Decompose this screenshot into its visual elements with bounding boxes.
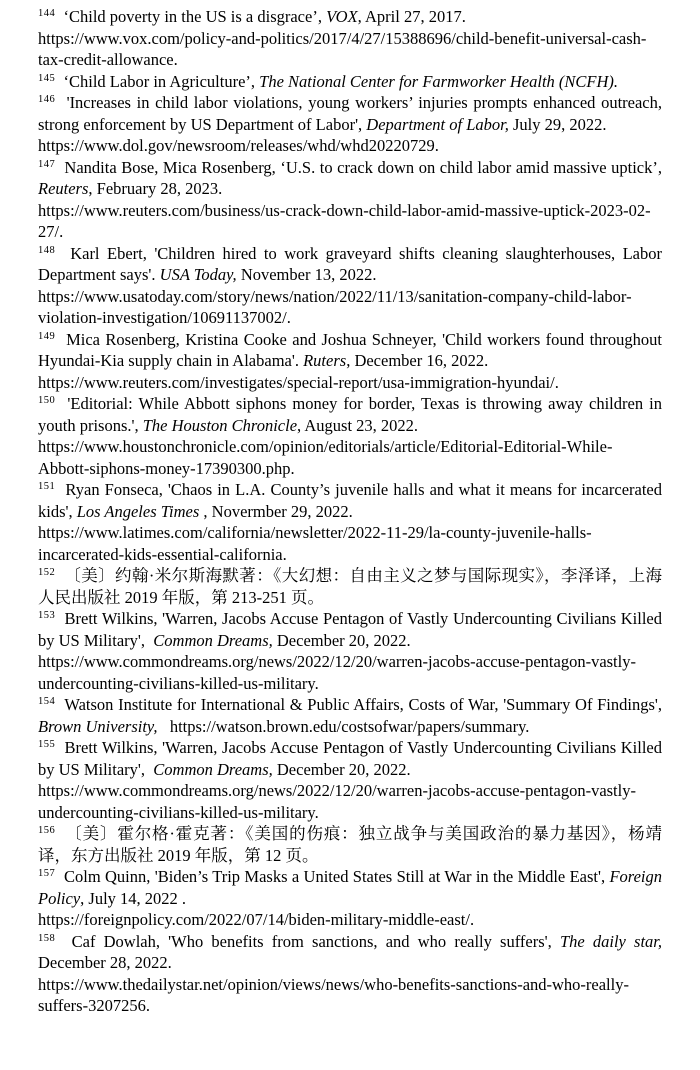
citation-text: November 13, 2022. [236, 265, 377, 284]
citation-text: Colm Quinn, 'Biden’s Trip Masks a United States Still at War in the Middle East', [63, 867, 610, 886]
footnote-text [38, 866, 667, 909]
footnote-153 [38, 608, 667, 694]
citation-text: Brett Wilkins, 'Warren, Jacobs Accuse Pentagon of Vastly Undercounting Civilians Killed by US Military', [38, 738, 667, 779]
footnote-148 [38, 243, 667, 329]
footnote-number: 158 [38, 932, 56, 944]
footnote-text [38, 393, 667, 436]
citation-text: Mica Rosenberg, Kristina Cooke and Joshua Schneyer, 'Child workers found throughout Hyundai-Kia supply chain in Alabama'. [38, 329, 667, 370]
footnote-number: 148 [38, 244, 56, 256]
footnote-number: 151 [38, 481, 56, 492]
citation-text: 〔美〕约翰·米尔斯海默著：《大幻想：自由主义之梦与国际现实》，李泽译，上海人民出版社 2019 年版，第 213-251 页。 [38, 566, 663, 607]
footnote-text [38, 71, 662, 93]
footnote-url: https://www.houstonchronicle.com/opinion/editorials/article/Editorial-Editorial-While-Abbott-siphons-money-17390300.php. [38, 437, 613, 478]
citation-text: Brett Wilkins, 'Warren, Jacobs Accuse Pentagon of Vastly Undercounting Civilians Killed by US Military', [38, 609, 667, 650]
source-title: Common Dreams, [153, 630, 273, 650]
source-title: The Houston Chronicle [142, 415, 298, 435]
footnote-url: https://www.usatoday.com/story/news/nation/2022/11/13/sanitation-company-child-labor-violation-investigation/10691137002/. [38, 286, 632, 327]
footnote-text [38, 243, 667, 286]
footnote-158 [38, 931, 667, 1017]
source-title: Brown University, [38, 716, 158, 736]
footnote-number: 152 [38, 567, 56, 578]
citation-text: 〔美〕霍尔格·霍克著：《美国的伤痕：独立战争与美国政治的暴力基因》，杨靖译，东方出版社 2019 年版，第 12 页。 [38, 824, 662, 865]
footnote-154 [38, 694, 667, 737]
footnote-text [38, 823, 662, 866]
footnote-156 [38, 823, 662, 866]
footnote-146 [38, 92, 667, 157]
footnote-number: 149 [38, 330, 56, 342]
footnote-url: https://www.reuters.com/business/us-crack-down-child-labor-amid-massive-uptick-2023-02-27/. [38, 200, 651, 241]
footnote-number: 153 [38, 610, 56, 621]
footnote-text [38, 157, 667, 200]
footnote-number: 145 [38, 72, 56, 84]
footnote-number: 157 [38, 868, 56, 879]
citation-text: , February 28, 2023. [88, 179, 223, 198]
footnote-144 [38, 6, 662, 71]
footnote-text [38, 694, 667, 737]
footnote-text [38, 608, 667, 651]
citation-text: , April 27, 2017. [357, 7, 466, 26]
footnote-text [38, 479, 667, 522]
citation-text: , August 23, 2022. [297, 415, 419, 435]
footnote-155 [38, 737, 667, 823]
footnote-url: https://www.commondreams.org/news/2022/12/20/warren-jacobs-accuse-pentagon-vastly-undercounting-civilians-killed-us-military. [38, 652, 636, 693]
citation-text: , Novermber 29, 2022. [203, 501, 353, 521]
footnote-url: https://foreignpolicy.com/2022/07/14/biden-military-middle-east/. [38, 910, 475, 929]
citation-text: Nandita Bose, Mica Rosenberg, ‘U.S. to crack down on child labor amid massive uptick’, [64, 157, 667, 177]
source-title: Ruters [303, 351, 347, 370]
footnote-list [38, 6, 667, 1017]
citation-text: July 29, 2022. [508, 114, 607, 134]
citation-text: Watson Institute for International & Public Affairs, Costs of War, 'Summary Of Findings', [64, 695, 667, 714]
footnote-157 [38, 866, 667, 931]
citation-text: December 28, 2022. [38, 931, 667, 972]
footnote-text [38, 565, 662, 608]
footnote-url: https://www.commondreams.org/news/2022/12/20/warren-jacobs-accuse-pentagon-vastly-undercounting-civilians-killed-us-military. [38, 781, 636, 822]
citation-text: ‘Child Labor in Agriculture’, [63, 71, 260, 91]
footnote-text [38, 737, 667, 780]
citation-text: ‘Child poverty in the US is a disgrace’, [63, 7, 327, 26]
citation-text: Caf Dowlah, 'Who benefits from sanctions, and who really suffers', [71, 931, 560, 951]
footnote-number: 150 [38, 395, 56, 406]
footnote-number: 147 [38, 158, 56, 170]
footnote-150 [38, 393, 667, 479]
footnote-number: 154 [38, 696, 56, 707]
footnote-text [38, 931, 667, 974]
footnote-number: 155 [38, 739, 56, 750]
footnote-url: https://www.latimes.com/california/newsletter/2022-11-29/la-county-juvenile-halls-incarcerated-kids-essential-california. [38, 523, 592, 564]
footnote-151 [38, 479, 667, 565]
source-title: Department of Labor, [366, 114, 509, 134]
footnote-url: https://www.reuters.com/investigates/special-report/usa-immigration-hyundai/. [38, 372, 559, 392]
source-title: VOX [326, 7, 358, 26]
citation-text: 'Increases in child labor violations, young workers’ injuries prompts enhanced outreach, strong enforcement by US Department of Labor', [38, 93, 667, 134]
footnote-url: https://www.thedailystar.net/opinion/views/news/who-benefits-sanctions-and-who-really-suffers-3207256. [38, 974, 629, 1015]
source-title: Foreign Policy [38, 867, 667, 908]
citation-text: December 20, 2022. [272, 759, 411, 779]
footnote-url: https://www.vox.com/policy-and-politics/2017/4/27/15388696/child-benefit-universal-cash-tax-credit-allowance. [38, 28, 647, 69]
footnote-number: 156 [38, 825, 56, 836]
source-title: The National Center for Farmworker Health (NCFH). [259, 71, 619, 91]
footnote-text [38, 329, 667, 372]
footnote-149 [38, 329, 667, 394]
footnote-152 [38, 565, 662, 608]
citation-text: 'Editorial: While Abbott siphons money for border, Texas is throwing away children in youth prisons.', [38, 394, 667, 435]
citation-text: December 20, 2022. [272, 630, 411, 650]
footnote-number: 146 [38, 94, 56, 105]
citation-text: https://watson.brown.edu/costsofwar/papers/summary. [157, 716, 530, 736]
source-title: Reuters [38, 179, 89, 198]
citation-text: Karl Ebert, 'Children hired to work graveyard shifts cleaning slaughterhouses, Labor Department says'. [38, 243, 667, 284]
citation-text: , December 16, 2022. [346, 351, 489, 370]
source-title: The daily star, [559, 931, 663, 951]
citation-text: Ryan Fonseca, 'Chaos in L.A. County’s juvenile halls and what it means for incarcerated kids', [38, 480, 667, 521]
source-title: Common Dreams, [153, 759, 273, 779]
footnote-text [38, 92, 667, 135]
footnote-number: 144 [38, 8, 56, 19]
footnote-text [38, 6, 662, 28]
footnote-147 [38, 157, 667, 243]
source-title: USA Today, [159, 265, 237, 284]
footnote-145 [38, 71, 662, 93]
citation-text: , July 14, 2022 . [80, 888, 187, 908]
source-title: Los Angeles Times [76, 501, 204, 521]
footnote-url: https://www.dol.gov/newsroom/releases/whd/whd20220729. [38, 136, 439, 155]
